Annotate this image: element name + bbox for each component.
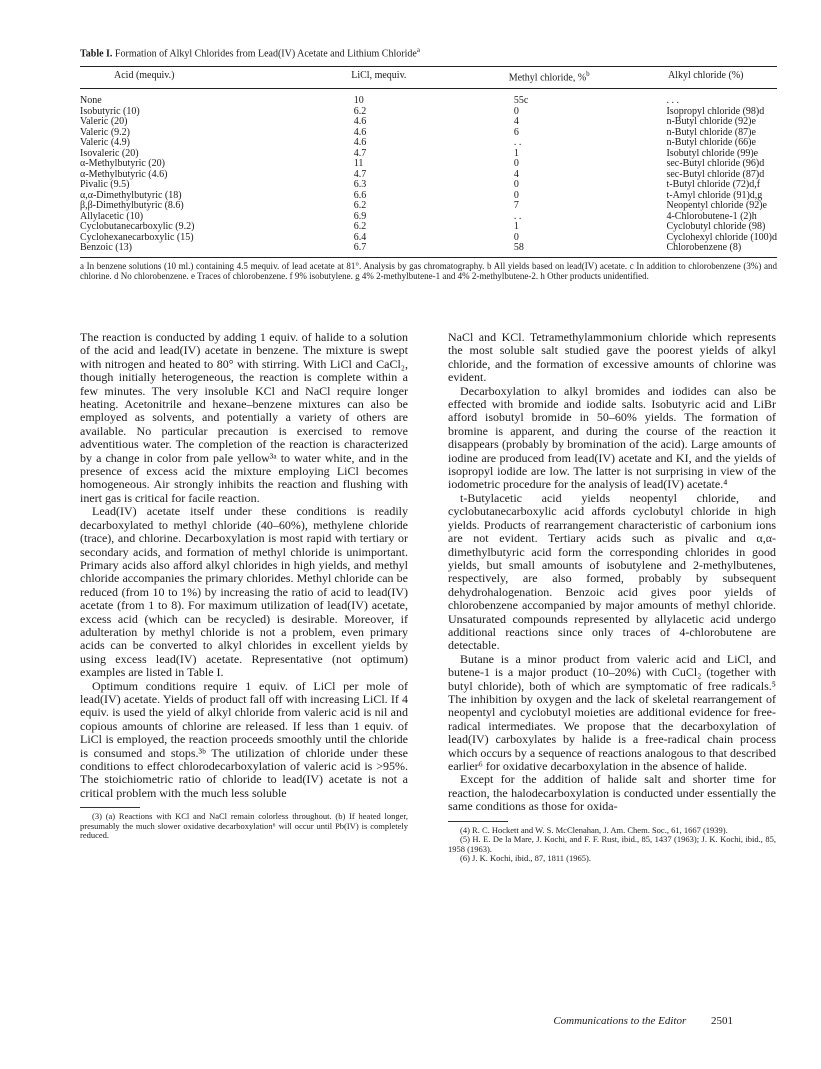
cell-licl: 6.4 [353, 231, 367, 243]
cell-acid: Valeric (9.2) [80, 126, 130, 138]
paragraph: Decarboxylation to alkyl bromides and iodides can also be effected with bromide and iodide salts. Isobutyric acid and LiBr afford isobutyl bromide in 50–60% yields. The formation of bromine is apparent, and during the course of the reaction it disappears (probably by bromination of the acid). Large amounts of iodine are produced from lead(IV) acetate and KI, and the yields of isopropyl iodide are low. The latter is not surprising in view of the iodometric procedure for the analysis of lead(IV) acetate.⁴ [448, 383, 776, 492]
cell-licl: 4.7 [353, 168, 367, 180]
cell-licl: 4.6 [353, 116, 367, 128]
cell-acid: β,β-Dimethylbutyric (8.6) [80, 200, 184, 212]
table-row [80, 89, 777, 107]
cell-acid: Cyclohexanecarboxylic (15) [80, 231, 194, 243]
table-body [80, 89, 777, 258]
running-footer [553, 1015, 733, 1027]
cell-methyl-chloride: . . [513, 210, 522, 222]
cell-licl: 4.6 [353, 126, 367, 138]
data-table [80, 66, 777, 257]
paragraph: The reaction is conducted by adding 1 equiv. of halide to a solution of the acid and lead(IV) acetate in benzene. The mixture is swept with nitrogen and heated to 80° with stirring. With LiCl and CaCl₂, though initially heterogeneous, the reaction is complete within a few minutes. The very insoluble KCl and NaCl require longer heating. Acetonitrile and hexane–benzene mixtures can also be employed as solvents, and potentially a variety of others are available. No particular precaution is exercised to remove adventitious water. The completion of the reaction is characterized by a change in color from pale yellow³ᵃ to water white, and in the presence of excess acid the mixture employing LiCl becomes homogeneous. Air strongly inhibits the reaction and flushing with inert gas is critical for facile reaction. [80, 330, 408, 505]
cell-alkyl-chloride: Isobutyl chloride (99)e [666, 147, 759, 159]
cell-methyl-chloride: 4 [513, 116, 519, 128]
cell-alkyl-chloride: n-Butyl chloride (92)e [666, 116, 756, 128]
cell-methyl-chloride: 55c [513, 95, 529, 107]
cell-alkyl-chloride: Chlorobenzene (8) [634, 243, 777, 257]
footnote-4: (4) R. C. Hockett and W. S. McClenahan, J. Am. Chem. Soc., 61, 1667 (1939). [460, 824, 728, 835]
paragraph: t-Butylacetic acid yields neopentyl chloride, and cyclobutanecarboxylic acid affords cyclobutyl chloride in high yields. Products of rearrangement characteristic of carbonium ions are not evident. Tertiary acids such as pivalic and α,α-dimethylbutyric acid form the corresponding chlorides in good yields, but small amounts of isobutylene and 2-methylbutenes, respectively, are also formed, probably by subsequent dehydrohalogenation. Benzoic acid gives poor yields of chlorobenzene accompanied by major amounts of methyl chloride. Unsaturated compounds represented by allylacetic acid undergo additional reactions since only traces of 4-chlorobutene are detectable. [448, 490, 776, 653]
header-alkyl-chloride: Alkyl chloride (%) [634, 67, 777, 89]
table-caption [80, 44, 777, 60]
cell-methyl-chloride: 1 [513, 147, 519, 159]
cell-alkyl-chloride: 4-Chlorobutene-1 (2)h [666, 210, 757, 222]
header-acid: Acid (mequiv.) [80, 67, 294, 89]
cell-acid: Isovaleric (20) [80, 147, 139, 159]
cell-alkyl-chloride: n-Butyl chloride (87)e [666, 126, 756, 138]
footnote-6: (6) J. K. Kochi, ibid., 87, 1811 (1965). [460, 853, 591, 864]
cell-alkyl-chloride: . . . [666, 95, 679, 107]
cell-methyl-chloride: 0 [513, 231, 519, 243]
cell-licl: 6.3 [353, 179, 367, 191]
cell-acid: Isobutyric (10) [80, 105, 140, 117]
cell-acid: Valeric (20) [80, 116, 128, 128]
table-caption-label: Table I. [80, 48, 113, 60]
cell-licl: 10 [353, 95, 364, 107]
cell-acid: Pivalic (9.5) [80, 179, 130, 191]
cell-licl: 11 [353, 158, 364, 170]
table-caption-mark: a [416, 46, 420, 54]
paragraph: Butane is a minor product from valeric acid and LiCl, and butene-1 is a major product (10–20%) with CuCl₂ (together with butyl chloride), both of which are symptomatic of free radicals.⁵ The inhibition by oxygen and the lack of skeletal rearrangement of neopentyl and cyclobutyl moieties are additional evidence for free-radical intermediates. We propose that the decarboxylation of lead(IV) carboxylates by halide is a free-radical chain process which occurs by a sequence of reactions analogous to that described earlier⁶ for oxidative decarboxylation in the absence of halide. [448, 651, 776, 773]
cell-acid: Valeric (4.9) [80, 137, 130, 149]
table-caption-text: Formation of Alkyl Chlorides from Lead(IV) Acetate and Lithium Chloride [114, 48, 417, 60]
cell-licl: 4.6 [353, 137, 367, 149]
cell-licl: 6.2 [353, 221, 367, 233]
paragraph: Lead(IV) acetate itself under these conditions is readily decarboxylated to methyl chloride (40–60%), methylene chloride (trace), and chlorine. Decarboxylation is most rapid with tertiary or secondary acids, and formation of methyl chloride is unimportant. Primary acids also afford alkyl chlorides in high yields, and methyl chloride accompanies the primary chlorides. Methyl chloride can be reduced (from 10 to 1%) by increasing the ratio of acid to lead(IV) acetate (from 1 to 8). For maximum utilization of lead(IV) acetate, excess acid (which can be recycled) is desirable. Moreover, if adulteration by methyl chloride is not a problem, even primary acids can be converted to alkyl chlorides in excellent yields by using excess lead(IV) acetate. Representative (not optimum) examples are listed in Table I. [80, 504, 408, 680]
cell-licl: 6.2 [353, 105, 367, 117]
cell-licl: 6.2 [353, 200, 367, 212]
cell-methyl-chloride: 6 [513, 126, 519, 138]
right-column [448, 331, 776, 864]
cell-methyl-chloride: 0 [513, 189, 519, 201]
paragraph: Optimum conditions require 1 equiv. of LiCl per mole of lead(IV) acetate. Yields of product fall off with increasing LiCl. If 4 equiv. is used the yield of alkyl chloride from valeric acid is nil and copious amounts of chlorine are released. If less than 1 equiv. of LiCl is employed, the reaction proceeds smoothly until the chloride is consumed and stops.³ᵇ The utilization of chloride under these conditions to effect chlorodecarboxylation of valeric acid is >95%. The stoichiometric ratio of chloride to lead(IV) acetate is not a critical problem with the much less soluble [80, 678, 408, 800]
header-methyl-chloride [464, 67, 635, 89]
cell-acid: α-Methylbutyric (20) [80, 158, 165, 170]
cell-methyl-chloride: 0 [513, 158, 519, 170]
cell-alkyl-chloride: Cyclohexyl chloride (100)d [666, 231, 777, 243]
header-mark: b [586, 70, 590, 79]
left-column [80, 331, 408, 841]
cell-methyl-chloride: 4 [513, 168, 519, 180]
footnote-rule [448, 821, 508, 822]
table-header-row [80, 67, 777, 89]
cell-methyl-chloride: 1 [513, 221, 519, 233]
table-row [80, 243, 777, 257]
page-number: 2501 [711, 1015, 733, 1027]
cell-acid: Allylacetic (10) [80, 210, 144, 222]
paragraph: NaCl and KCl. Tetramethylammonium chloride which represents the most soluble salt studied gave the poorest yields of alkyl chloride, and the formation of excessive amounts of chlorine was evident. [448, 330, 776, 385]
table-block [80, 44, 777, 282]
cell-acid: α-Methylbutyric (4.6) [80, 168, 168, 180]
paragraph: Except for the addition of halide salt and shorter time for reaction, the halodecarboxylation is conducted under essentially the same conditions as those for oxida- [448, 772, 776, 814]
cell-alkyl-chloride: n-Butyl chloride (66)e [666, 137, 756, 149]
cell-alkyl-chloride: Cyclobutyl chloride (98) [666, 221, 766, 233]
cell-alkyl-chloride: t-Butyl chloride (72)d,f [666, 179, 761, 191]
header-methyl-chloride-text: Methyl chloride, % [508, 72, 587, 84]
cell-acid: None [80, 95, 102, 107]
cell-methyl-chloride: 0 [513, 179, 519, 191]
cell-alkyl-chloride: t-Amyl chloride (91)d,g [666, 189, 763, 201]
cell-methyl-chloride: 58 [464, 243, 635, 257]
cell-methyl-chloride: . . [513, 137, 522, 149]
cell-acid: Cyclobutanecarboxylic (9.2) [80, 221, 195, 233]
cell-licl: 4.7 [353, 147, 367, 159]
journal-section: Communications to the Editor [553, 1015, 687, 1027]
cell-alkyl-chloride: sec-Butyl chloride (96)d [666, 158, 765, 170]
cell-acid: Benzoic (13) [80, 243, 294, 257]
cell-methyl-chloride: 0 [513, 105, 519, 117]
cell-alkyl-chloride: Neopentyl chloride (92)e [666, 200, 767, 212]
header-licl: LiCl, mequiv. [294, 67, 464, 89]
cell-alkyl-chloride: sec-Butyl chloride (87)d [666, 168, 765, 180]
table-footnote: a In benzene solutions (10 ml.) containing 4.5 mequiv. of lead acetate at 81°. Analysis by gas chromatography. b All yields based on lead(IV) acetate. c In addition to chlorobenzene (3%) and chlorine. d No chlorobenzene. e Traces of chlorobenzene. f 9% isobutylene. g 4% 2-methylbutene-1 and 4% 2-methylbutene-2. h Other products unidentified. [80, 260, 777, 282]
cell-licl: 6.9 [353, 210, 367, 222]
cell-alkyl-chloride: Isopropyl chloride (98)d [666, 105, 765, 117]
footnote-5: (5) H. E. De la Mare, J. Kochi, and F. F. Rust, ibid., 85, 1437 (1963); J. K. Kochi, ibid., 85, 1958 (1963). [448, 834, 776, 854]
footnote-3: (3) (a) Reactions with KCl and NaCl remain colorless throughout. (b) If heated longer, presumably the much slower oxidative decarboxylation⁶ will occur until Pb(IV) is completely reduced. [80, 811, 408, 841]
cell-licl: 6.6 [353, 189, 367, 201]
footnote-rule [80, 807, 140, 808]
cell-acid: α,α-Dimethylbutyric (18) [80, 189, 182, 201]
cell-methyl-chloride: 7 [513, 200, 519, 212]
cell-licl: 6.7 [294, 243, 464, 257]
